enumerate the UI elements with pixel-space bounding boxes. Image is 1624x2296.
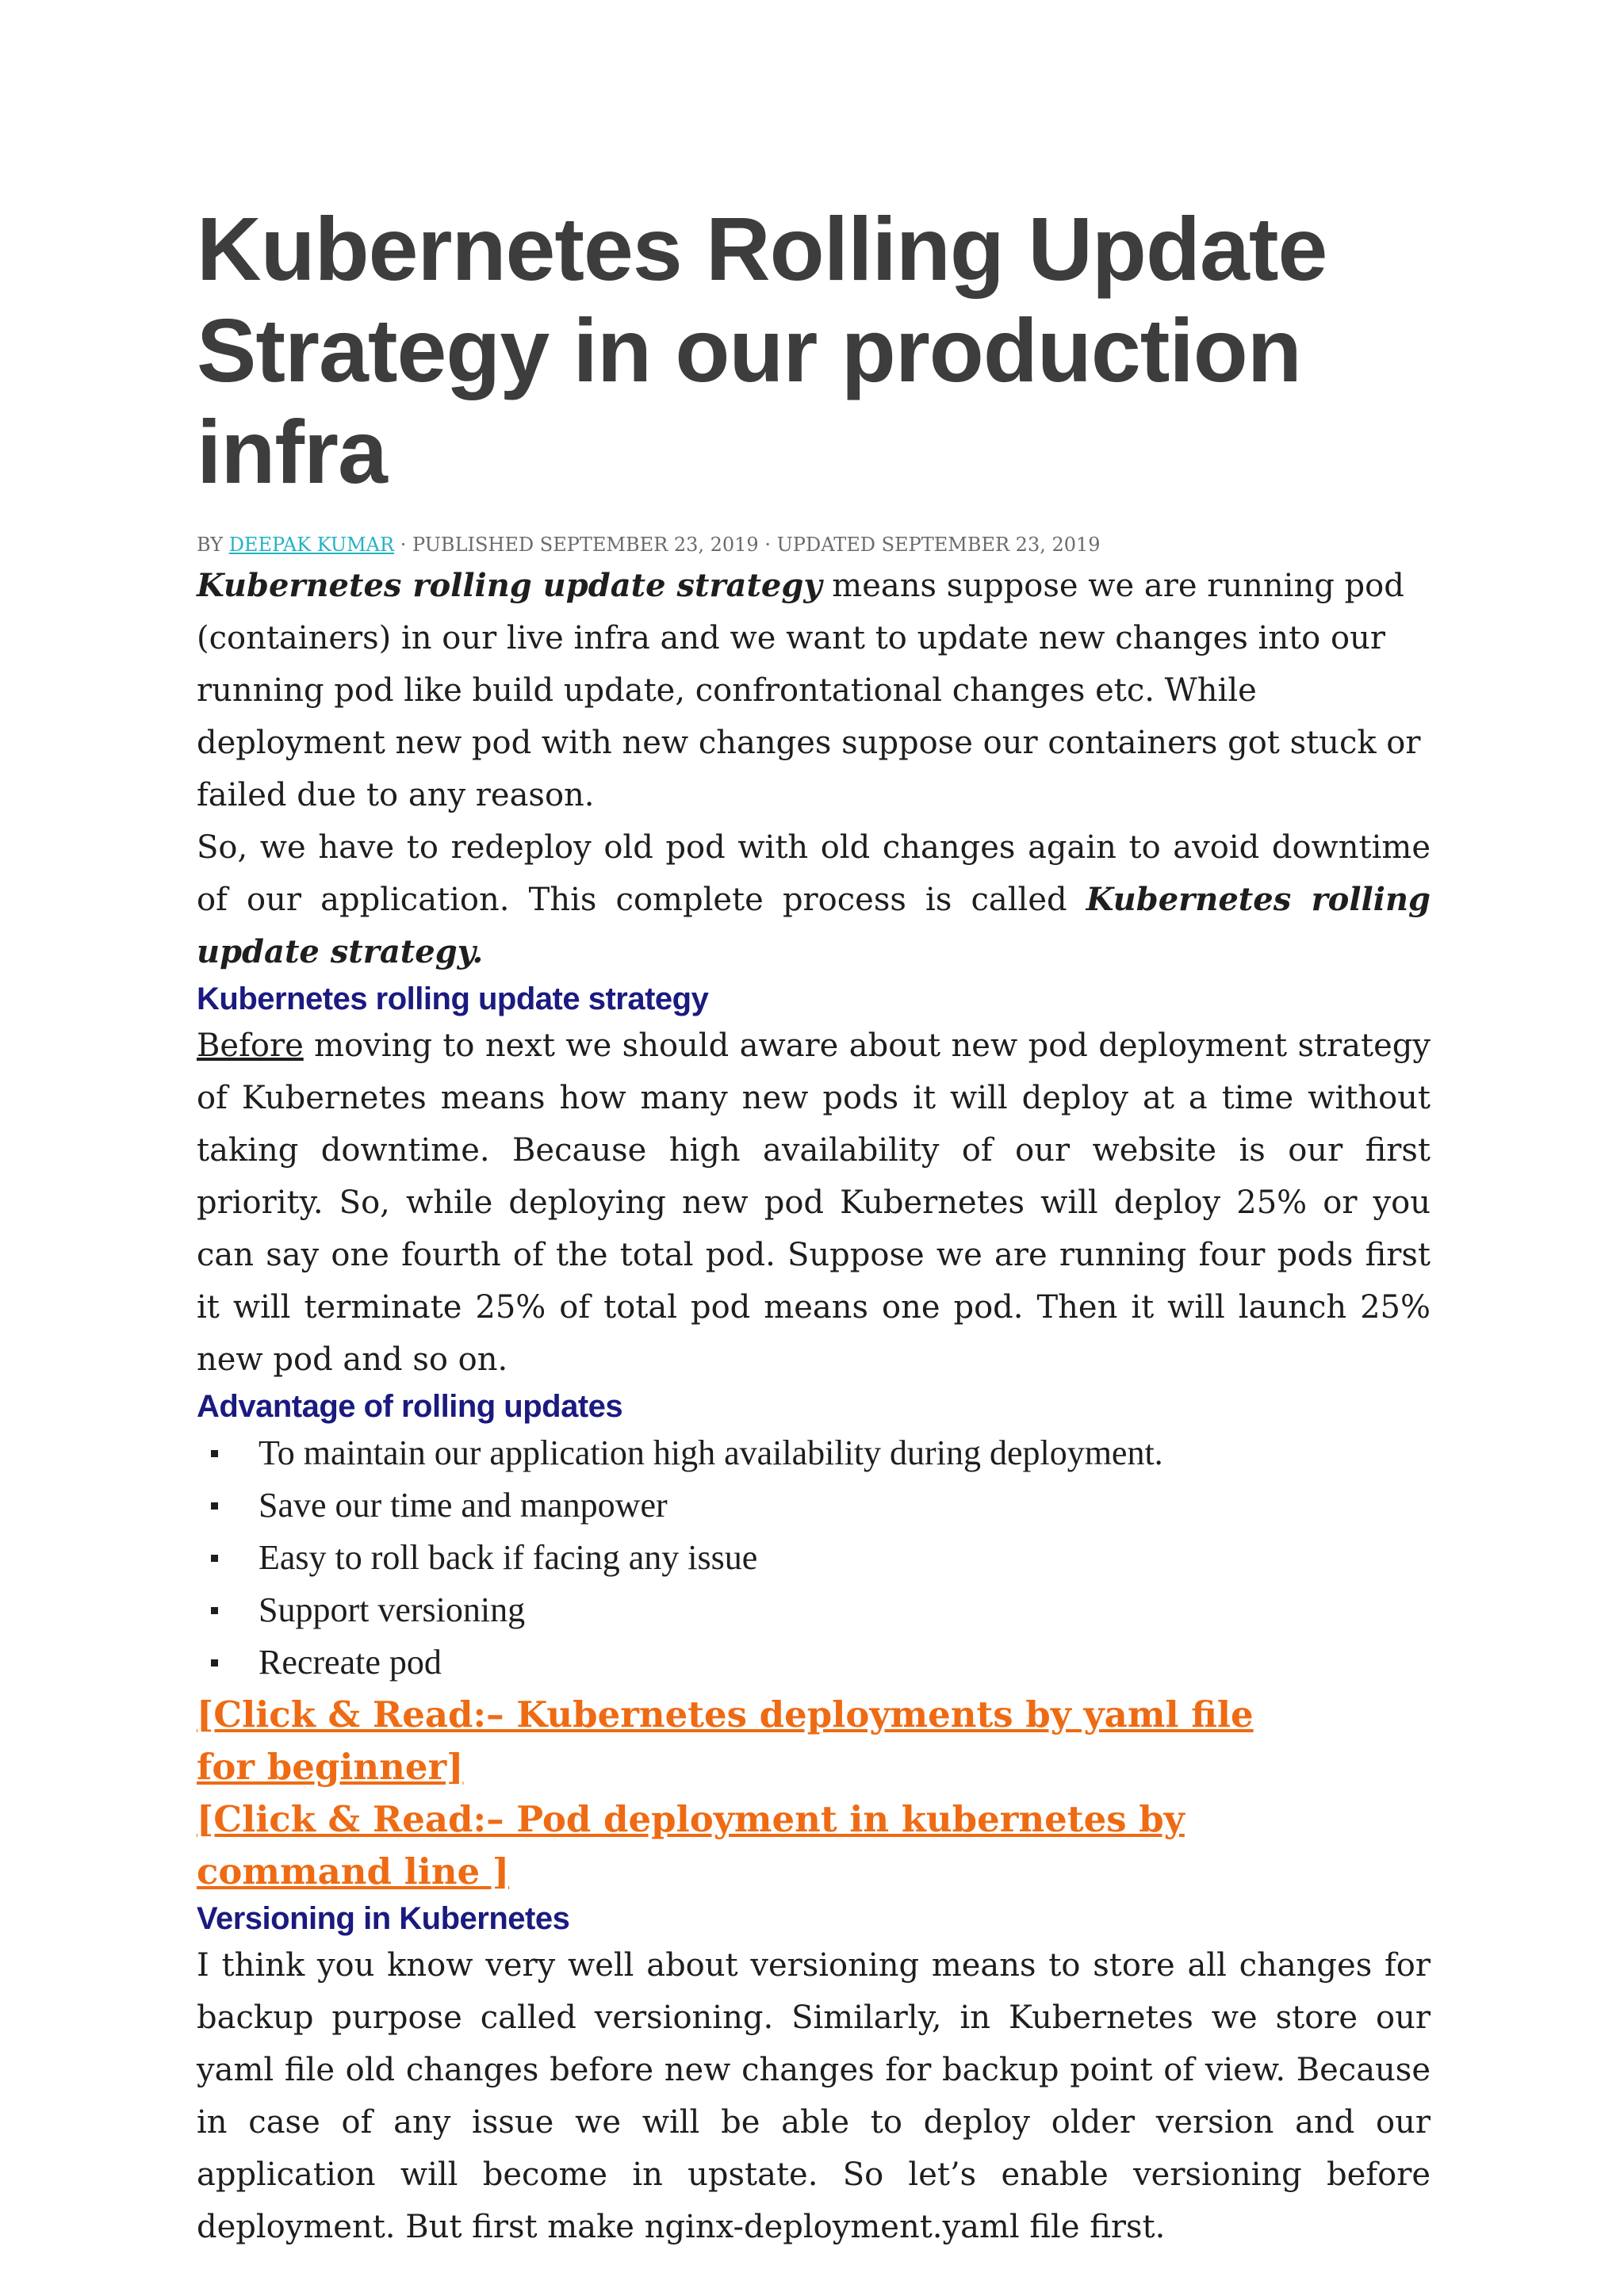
- article: [197, 198, 1431, 2253]
- list-item: Save our time and manpower: [197, 1479, 1431, 1532]
- advantages-list: [197, 1427, 1431, 1689]
- intro-second-text: So, we have to redeploy old pod with old changes again to avoid downtime of our application. This complete process is called: [197, 829, 1431, 918]
- list-item: Support versioning: [197, 1584, 1431, 1636]
- bullet-icon: [211, 1450, 218, 1457]
- versioning-paragraph: I think you know very well about versioning means to store all changes for backup purpose called versioning. Similarly, in Kubernetes we store our yaml file old changes before new changes for backup point of view. Because in case of any issue we will be able to deploy older version and our application will become in upstate. So let’s enable versioning before deployment. But first make nginx-deployment.yaml file first.: [197, 1947, 1431, 2245]
- section-heading-versioning: Versioning in Kubernetes: [197, 1901, 570, 1936]
- page-title: Kubernetes Rolling Update Strategy in our production infra: [197, 199, 1327, 502]
- byline: [197, 533, 1431, 557]
- byline-prefix: BY: [197, 534, 229, 556]
- intro-second-paragraph: [197, 821, 1431, 978]
- before-underlined-word: Before: [197, 1027, 304, 1064]
- bullet-icon: [211, 1607, 218, 1614]
- bullet-icon: [211, 1659, 218, 1667]
- section-heading-advantages: Advantage of rolling updates: [197, 1389, 623, 1424]
- list-item: To maintain our application high availability during deployment.: [197, 1427, 1431, 1479]
- bullet-icon: [211, 1502, 218, 1510]
- read-link-deployments-yaml[interactable]: [Click & Read:– Kubernetes deployments by yaml file for beginner]: [197, 1693, 1254, 1788]
- intro-second-emphasis: Kubernetes rolling update strategy.: [197, 881, 1431, 970]
- read-link-pod-deployment-cli[interactable]: [Click & Read:– Pod deployment in kubernetes by command line ]: [197, 1798, 1185, 1892]
- intro-paragraph: [197, 560, 1431, 821]
- publish-dates: · PUBLISHED SEPTEMBER 23, 2019 · UPDATED SEPTEMBER 23, 2019: [394, 534, 1101, 556]
- author-link[interactable]: DEEPAK KUMAR: [228, 534, 395, 556]
- bullet-icon: [211, 1555, 218, 1562]
- list-item: Easy to roll back if facing any issue: [197, 1532, 1431, 1584]
- section-heading-rolling-update: Kubernetes rolling update strategy: [197, 982, 709, 1016]
- list-item: Recreate pod: [197, 1636, 1431, 1689]
- intro-lead-emphasis: Kubernetes rolling update strategy: [197, 567, 822, 604]
- intro-lead-text: means suppose we are running pod (containers) in our live infra and we want to update new changes into our running pod like build update, confrontational changes etc. While deployment new pod with new changes suppose our containers got stuck or failed due to any reason.: [197, 568, 1421, 813]
- rolling-update-paragraph: [197, 1020, 1431, 1386]
- rolling-update-body: moving to next we should aware about new pod deployment strategy of Kubernetes means how many new pods it will deploy at a time without taking downtime. Because high availability of our website is our first priority. So, while deploying new pod Kubernetes will deploy 25% or you can say one fourth of the total pod. Suppose we are running four pods first it will terminate 25% of total pod means one pod. Then it will launch 25% new pod and so on.: [197, 1027, 1431, 1378]
